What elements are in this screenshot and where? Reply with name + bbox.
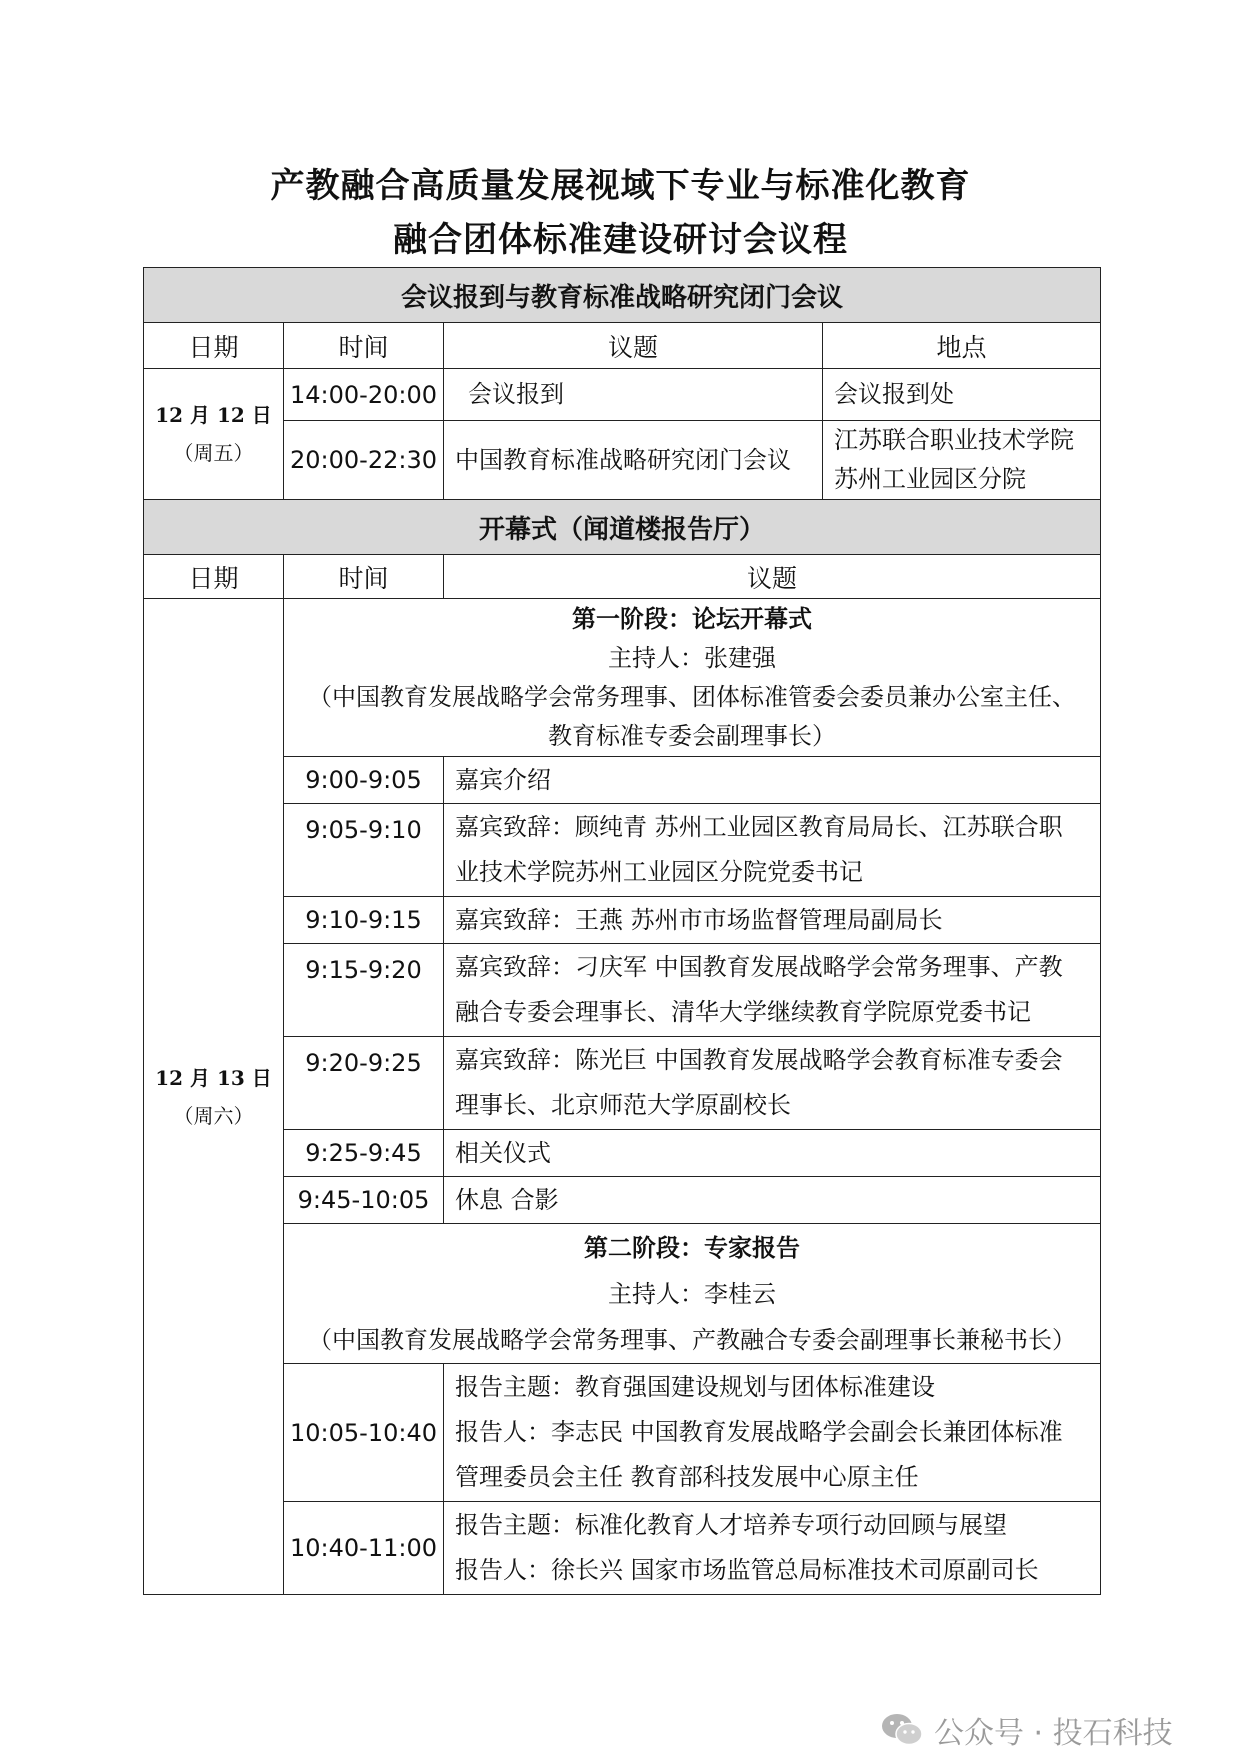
- stage-title: 第一阶段：论坛开幕式: [572, 604, 812, 633]
- wechat-icon: [880, 1712, 924, 1748]
- time-cell: 10:05-10:40: [284, 1364, 444, 1502]
- topic-line: 业技术学院苏州工业园区分院党委书记: [455, 858, 863, 886]
- table-row: [144, 1037, 1101, 1130]
- col-header-date: 日期: [144, 323, 284, 369]
- stage-row: [144, 1224, 1101, 1364]
- topic-cell: 嘉宾介绍: [444, 757, 1101, 804]
- venue-cell: 会议报到处: [823, 369, 1101, 421]
- table-row: [144, 1502, 1101, 1595]
- agenda-table: [143, 267, 1101, 1595]
- stage-title: 第二阶段：专家报告: [584, 1233, 800, 1262]
- section-heading: 会议报到与教育标准战略研究闭门会议: [144, 268, 1101, 323]
- watermark: [880, 1710, 1173, 1750]
- time-cell: 9:15-9:20: [284, 944, 444, 1037]
- stage-host-title: 教育标准专委会副理事长）: [548, 721, 836, 750]
- page-title-line1: 产教融合高质量发展视域下专业与标准化教育: [270, 166, 971, 206]
- topic-line: 嘉宾致辞：顾纯青 苏州工业园区教育局局长、江苏联合职: [455, 813, 1063, 841]
- topic-line: 嘉宾致辞：刁庆军 中国教育发展战略学会常务理事、产教: [455, 953, 1063, 981]
- venue-line: 江苏联合职业技术学院: [834, 426, 1074, 454]
- topic-cell: [444, 804, 1101, 897]
- time-cell: 9:25-9:45: [284, 1130, 444, 1177]
- topic-line: 报告主题：教育强国建设规划与团体标准建设: [455, 1373, 935, 1401]
- stage-host-title: （中国教育发展战略学会常务理事、产教融合专委会副理事长兼秘书长）: [308, 1325, 1076, 1354]
- topic-cell: [444, 944, 1101, 1037]
- section-heading: 开幕式（闻道楼报告厅）: [144, 500, 1101, 555]
- page-title-line2: 融合团体标准建设研讨会议程: [393, 220, 848, 260]
- topic-cell: 嘉宾致辞：王燕 苏州市市场监督管理局副局长: [444, 897, 1101, 944]
- topic-line: 嘉宾致辞：陈光巨 中国教育发展战略学会教育标准专委会: [455, 1046, 1063, 1074]
- table-row: [144, 897, 1101, 944]
- topic-cell: 休息 合影: [444, 1177, 1101, 1224]
- watermark-text: 公众号 · 投石科技: [934, 1716, 1173, 1751]
- date-cell: [144, 369, 284, 500]
- date-cell: [144, 599, 284, 1595]
- stage2-block: [284, 1224, 1101, 1364]
- topic-cell: [444, 1037, 1101, 1130]
- topic-line: 报告主题：标准化教育人才培养专项行动回顾与展望: [455, 1511, 1007, 1539]
- topic-line: 报告人：徐长兴 国家市场监管总局标准技术司原副司长: [455, 1556, 1039, 1584]
- weekday-text: （周六）: [173, 1103, 254, 1128]
- stage-row: [144, 599, 1101, 757]
- time-cell: 20:00-22:30: [284, 421, 444, 500]
- table-row: [144, 421, 1101, 500]
- table-row: [144, 1130, 1101, 1177]
- time-cell: 9:00-9:05: [284, 757, 444, 804]
- time-cell: 9:20-9:25: [284, 1037, 444, 1130]
- topic-line: 理事长、北京师范大学原副校长: [455, 1091, 791, 1119]
- date-text: 12 月 12 日: [155, 403, 272, 427]
- table-row: [144, 804, 1101, 897]
- table-row: [144, 369, 1101, 421]
- topic-cell: 中国教育标准战略研究闭门会议: [444, 421, 823, 500]
- topic-line: 报告人：李志民 中国教育发展战略学会副会长兼团体标准: [455, 1418, 1063, 1446]
- time-cell: 9:10-9:15: [284, 897, 444, 944]
- stage1-block: [284, 599, 1101, 757]
- stage-host: 主持人：张建强: [608, 643, 776, 672]
- table-row: [144, 757, 1101, 804]
- col-header-time: 时间: [284, 323, 444, 369]
- topic-cell: [444, 1502, 1101, 1595]
- col-header-time: 时间: [284, 555, 444, 599]
- col-header-topic: 议题: [444, 555, 1101, 599]
- col-header-date: 日期: [144, 555, 284, 599]
- stage-host: 主持人：李桂云: [608, 1279, 776, 1308]
- stage-host-title: （中国教育发展战略学会常务理事、团体标准管委会委员兼办公室主任、: [308, 682, 1076, 711]
- topic-cell: [444, 1364, 1101, 1502]
- table-row: [144, 1364, 1101, 1502]
- weekday-text: （周五）: [173, 441, 254, 465]
- table-row: [144, 944, 1101, 1037]
- col-header-venue: 地点: [823, 323, 1101, 369]
- topic-line: 融合专委会理事长、清华大学继续教育学院原党委书记: [455, 998, 1031, 1026]
- table-row: [144, 1177, 1101, 1224]
- time-cell: 9:05-9:10: [284, 804, 444, 897]
- topic-line: 管理委员会主任 教育部科技发展中心原主任: [455, 1463, 919, 1491]
- date-text: 12 月 13 日: [155, 1065, 272, 1090]
- venue-cell: [823, 421, 1101, 500]
- topic-cell: 会议报到: [444, 369, 823, 421]
- time-cell: 10:40-11:00: [284, 1502, 444, 1595]
- time-cell: 14:00-20:00: [284, 369, 444, 421]
- time-cell: 9:45-10:05: [284, 1177, 444, 1224]
- col-header-topic: 议题: [444, 323, 823, 369]
- venue-line: 苏州工业园区分院: [834, 465, 1026, 493]
- topic-cell: 相关仪式: [444, 1130, 1101, 1177]
